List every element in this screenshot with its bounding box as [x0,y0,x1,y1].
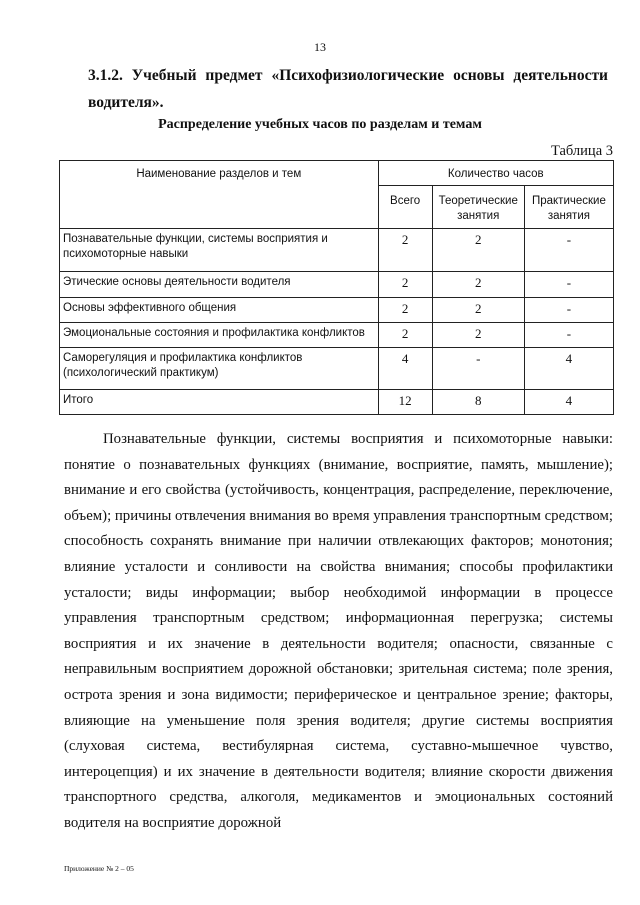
row-name: Познавательные функции, системы восприятия и психомоторные навыки [60,229,379,272]
page-number: 13 [314,40,326,54]
row-total: 2 [378,272,432,298]
body-paragraph: Познавательные функции, системы восприятия и психомоторные навыки: понятие о познавательных функциях (внимание, восприятие, память, мышление); внимание и его свойства (устойчивость, концентрация, распределение, переключение, объем); причины отвлечения внимания во время управления транспортным средством; способность сохранять внимание при наличии отвлекающих факторов; монотония; влияние усталости и сонливости на свойства внимания; способы профилактики усталости; виды информации; выбор необходимой информации в процессе управления транспортным средством; информационная перегрузка; системы восприятия и их значение в деятельности водителя; опасности, связанные с неправильным восприятием дорожной обстановки; зрительная система; поле зрения, острота зрения и зона видимости; периферическое и центральное зрение; факторы, влияющие на уменьшение поля зрения водителя; другие системы восприятия (слуховая система, вестибулярная система, суставно-мышечное чувство, интероцепция) и их значение в деятельности водителя; влияние скорости движения транспортного средства, алкоголя, медикаментов и эмоциональных состояний водителя на восприятие дорожной [64,431,613,831]
header-theory: Теоретические занятия [432,186,524,229]
row-name: Этические основы деятельности водителя [60,272,379,298]
row-theory: 2 [432,229,524,272]
header-total: Всего [378,186,432,229]
row-theory: 2 [432,272,524,298]
total-practice: 4 [524,390,613,415]
row-name: Эмоциональные состояния и профилактика конфликтов [60,323,379,348]
header-hours: Количество часов [378,161,613,186]
table-caption: Распределение учебных часов по разделам и темам [158,117,482,132]
row-practice: - [524,323,613,348]
table-row [60,348,614,390]
section-heading [88,62,608,116]
row-practice: - [524,229,613,272]
table-row [60,298,614,323]
total-name: Итого [60,390,379,415]
hours-table [59,160,614,415]
total-theory: 8 [432,390,524,415]
row-theory: - [432,348,524,390]
table-row [60,323,614,348]
row-name: Саморегуляция и профилактика конфликтов (психологический практикум) [60,348,379,390]
table-label: Таблица 3 [550,143,613,159]
row-total: 4 [378,348,432,390]
row-theory: 2 [432,323,524,348]
table-row [60,272,614,298]
section-heading-line2: водителя». [88,94,164,111]
row-practice: 4 [524,348,613,390]
header-practice: Практические занятия [524,186,613,229]
row-practice: - [524,298,613,323]
footer-note: Приложение № 2 – 05 [64,864,134,873]
total-total: 12 [378,390,432,415]
row-name: Основы эффективного общения [60,298,379,323]
row-total: 2 [378,323,432,348]
row-practice: - [524,272,613,298]
section-heading-line1: 3.1.2. Учебный предмет «Психофизиологические основы деятельности [88,67,608,84]
header-name: Наименование разделов и тем [60,161,379,229]
table-row [60,229,614,272]
row-total: 2 [378,229,432,272]
row-total: 2 [378,298,432,323]
table-total-row [60,390,614,415]
row-theory: 2 [432,298,524,323]
